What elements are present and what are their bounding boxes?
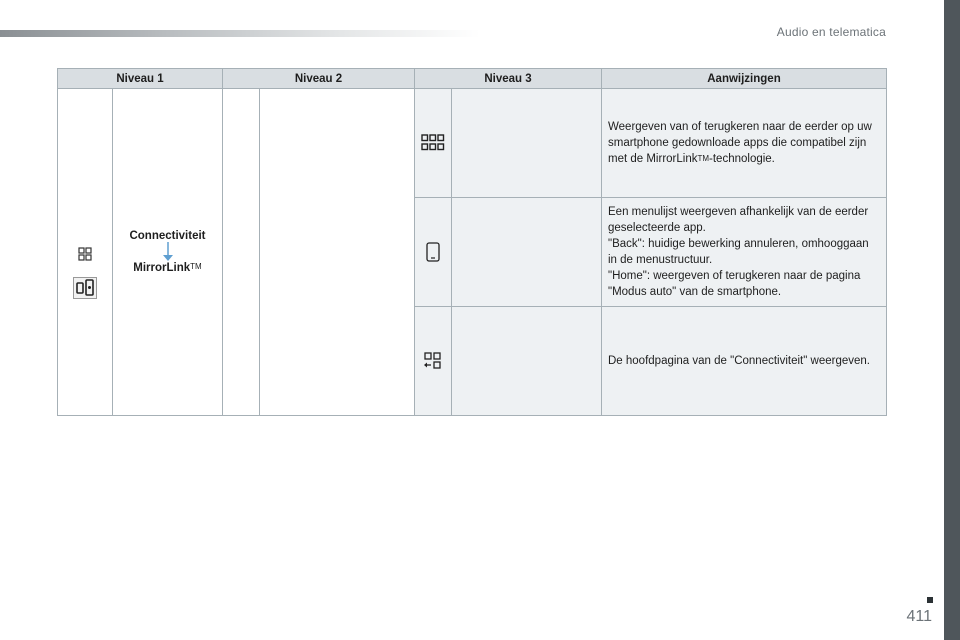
arrow-down-icon (162, 242, 174, 262)
column-header-level1: Niveau 1 (58, 69, 223, 89)
header-gradient-bar (0, 30, 480, 37)
table-header-row (58, 69, 887, 89)
connectivity-icon (78, 247, 92, 261)
level1-icon-cell (58, 89, 113, 416)
connectivity-home-icon (423, 352, 443, 370)
menu-table-container (57, 68, 887, 416)
mirrorlink-label: MirrorLink™ (133, 262, 202, 274)
column-header-notes: Aanwijzingen (602, 69, 887, 89)
connectiviteit-label: Connectiviteit (129, 230, 206, 242)
level3-icon-cell (415, 198, 452, 307)
level1-label-cell (113, 89, 223, 416)
level3-label-cell (452, 307, 602, 416)
level2-icon-cell (223, 89, 260, 416)
page-number: 411 (906, 608, 932, 625)
section-title: Audio en telematica (776, 25, 886, 39)
level3-label-cell (452, 198, 602, 307)
note-cell: Een menulijst weergeven afhankelijk van de eerder geselecteerde app. "Back": huidige bewerking annuleren, omhooggaan in de menustructuur. "Home": weergeven of terugkeren naar de pagina "Modus auto" van de smartphone. (602, 198, 887, 307)
page-marker-dot (927, 597, 933, 603)
level3-label-cell (452, 89, 602, 198)
menu-table (57, 68, 887, 416)
level3-icon-cell (415, 307, 452, 416)
note-cell: Weergeven van of terugkeren naar de eerder op uw smartphone gedownloade apps die compatibel zijn met de MirrorLink™-technologie. (602, 89, 887, 198)
table-row (58, 89, 887, 198)
level3-icon-cell (415, 89, 452, 198)
page-edge-strip (944, 0, 960, 640)
column-header-level3: Niveau 3 (415, 69, 602, 89)
note-cell: De hoofdpagina van de "Connectiviteit" weergeven. (602, 307, 887, 416)
level2-label-cell (260, 89, 415, 416)
mirrorlink-icon (73, 277, 97, 299)
smartphone-icon (426, 242, 440, 262)
column-header-level2: Niveau 2 (223, 69, 415, 89)
apps-grid-icon (421, 134, 445, 152)
